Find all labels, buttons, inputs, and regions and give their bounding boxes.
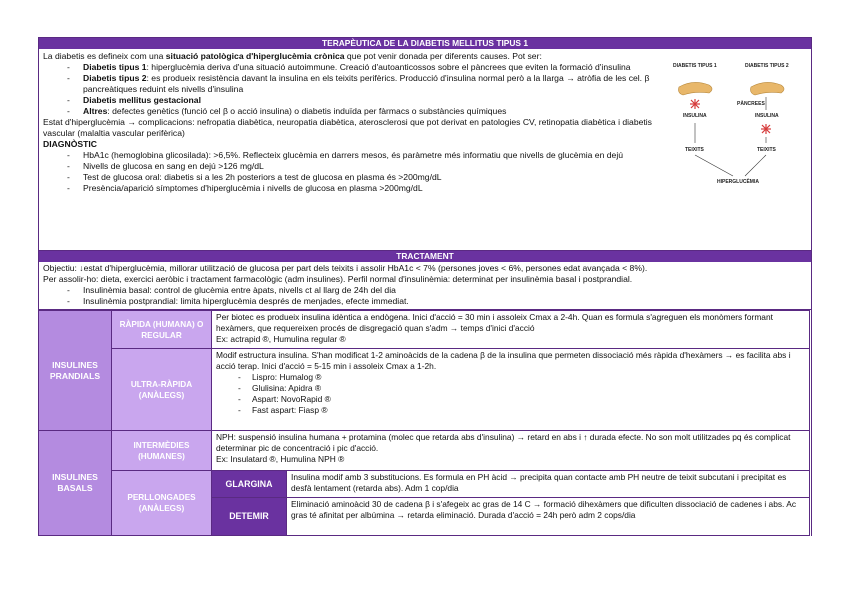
cross-icon bbox=[690, 99, 700, 109]
rapid-label: RÀPIDA (HUMANA) O REGULAR bbox=[112, 311, 212, 349]
prandial-category: INSULINES PRANDIALS bbox=[39, 311, 112, 431]
detemir-label: DETEMIR bbox=[212, 498, 287, 536]
insulin-table bbox=[38, 310, 810, 536]
types-list bbox=[43, 62, 663, 117]
diagnosis-heading: DIAGNÒSTIC bbox=[43, 139, 97, 149]
list-item: - Diabetis tipus 2: es produeix resistència davant la insulina en els teixits perifèrics. Producció d'insulina normal però a la llarga → atròfia de les cel. β pancreàtiques reduint els nivells d'insulina bbox=[83, 73, 663, 95]
intro-section bbox=[39, 49, 811, 251]
treatment-title: TRACTAMENT bbox=[39, 251, 811, 262]
means-text: Per assolir-ho: dieta, exercici aeròbic i tractament farmacològic (adm insulines). Perfil normal d'insulinèmia: determinat per insulinèmia basal i postprandial. bbox=[43, 274, 633, 284]
ultra-rapid-description: Modif estructura insulina. S'han modificat 1-2 aminoàcids de la cadena β de la insulina que permeten dissociació més ràpida d'hexàmers → es facilita abs i acció terap. Inici d'acció = 5-15 min i assoleix Cmax a 1-2h. - Lispro: Humalog ® - Glulisina: Apidra ® - Aspart: NovoRapid ® - Fast aspart: Fiasp ® bbox=[212, 349, 810, 431]
arrow-icon bbox=[745, 155, 766, 176]
arrow-icon bbox=[695, 155, 733, 176]
treatment-section bbox=[39, 262, 811, 310]
detemir-description: Eliminació aminoàcid 30 de cadena β i s'afegeix ac gras de 14 C → formació dihexàmers que dificulten dissociació de cadenes i abs. Ac gras té afinitat per albúmina → retarda eliminació. Durada d'acció = 24h però adm 2 cops/dia bbox=[287, 498, 810, 536]
list-item: - Diabetis tipus 1: hiperglucèmia deriva d'una situació autoimmune. Creació d'autoanticossos sobre el pàncrees que eviten la formació d'insulina bbox=[83, 62, 663, 73]
list-item: - Glulisina: Apidra ® bbox=[252, 383, 805, 394]
list-item: - HbA1c (hemoglobina glicosilada): >6,5%. Reflecteix glucèmia en darrers mesos, és paràmetre més informatiu que nivells de glucèmia en dejú bbox=[83, 150, 807, 161]
list-item: - Insulinèmia postprandial: limita hiperglucèmia després de menjades, efecte immediat. bbox=[83, 296, 807, 307]
prolonged-label: PERLLONGADES (ANÀLEGS) bbox=[112, 471, 212, 536]
rapid-description: Per biotec es produeix insulina idèntica a endògena. Inici d'acció = 30 min i assoleix Cmax a 2-4h. Quan es formula s'agreguen els monòmers formant hexàmers, que requereixen procés de disgregació quan s'adm → temps d'inici d'acció Ex: actrapid ®, Humulina regular ® bbox=[212, 311, 810, 349]
cross-icon bbox=[761, 124, 771, 134]
diagram-tissue-label-1: TEIXITS bbox=[685, 147, 704, 153]
glargine-description: Insulina modif amb 3 substitucions. Es formula en PH àcid → precipita quan contacte amb PH neutre de teixit subcutani i precipitat es desfà lentament (retarda abs). Adm 1 cop/dia bbox=[287, 471, 810, 498]
diagram-type2-label: DIABETIS TIPUS 2 bbox=[745, 63, 789, 69]
list-item: - Lispro: Humalog ® bbox=[252, 372, 805, 383]
diagram-hyperglycemia-label: HIPERGLUCÈMIA bbox=[717, 179, 759, 185]
list-item: - Insulinèmia basal: control de glucèmia entre àpats, nivells ct al llarg de 24h del dia bbox=[83, 285, 807, 296]
list-item: - Altres: defectes genètics (funció cel β o acció insulina) o diabetis induïda per fàrmacs o substàncies químiques bbox=[83, 106, 663, 117]
glargine-label: GLARGINA bbox=[212, 471, 287, 498]
diagram-insulin-label-2: INSULINA bbox=[755, 113, 779, 119]
page-title: TERAPÈUTICA DE LA DIABETIS MELLITUS TIPUS 1 bbox=[39, 38, 811, 49]
diagram-tissue-label-2: TEIXITS bbox=[757, 147, 776, 153]
list-item: - Test de glucosa oral: diabetis si a les 2h posteriors a test de glucosa en plasma és >200mg/dL bbox=[83, 172, 807, 183]
intermediate-description: NPH: suspensió insulina humana + protamina (molec que retarda abs d'insulina) → retard en abs i ↑ durada efecte. No son molt utilitzades pq és complicat determinar pic de concentració i pic d'acció. Ex: Insulatard ®, Humulina NPH ® bbox=[212, 431, 810, 471]
list-item: - Aspart: NovoRapid ® bbox=[252, 394, 805, 405]
diagram-graphic bbox=[673, 63, 807, 189]
diagram-insulin-label-1: INSULINA bbox=[683, 113, 707, 119]
document-frame bbox=[38, 37, 812, 536]
basal-category: INSULINES BASALS bbox=[39, 431, 112, 536]
diagram-type1-label: DIABETIS TIPUS 1 bbox=[673, 63, 717, 69]
list-item: - Nivells de glucosa en sang en dejú >126 mg/dL bbox=[83, 161, 807, 172]
pancreas-1-icon bbox=[679, 82, 713, 95]
list-item: - Fast aspart: Fiasp ® bbox=[252, 405, 805, 416]
objective-text: Objectiu: ↓estat d'hiperglucèmia, millorar utilització de glucosa per part dels teixits i assolir HbA1c < 7% (persones joves < 6%, persones edat avançada < 8%). bbox=[43, 263, 648, 273]
diabetes-diagram bbox=[673, 63, 807, 189]
pancreas-2-icon bbox=[751, 82, 785, 95]
definition-text: La diabetis es defineix com una situació patològica d'hiperglucèmia crònica que pot venir donada per diferents causes. Pot ser: bbox=[43, 51, 542, 61]
ultra-rapid-label: ULTRA-RÀPIDA (ANÀLEGS) bbox=[112, 349, 212, 431]
insulinemia-list bbox=[43, 285, 807, 307]
list-item: - Diabetis mellitus gestacional bbox=[83, 95, 663, 106]
intermediate-label: INTERMÈDIES (HUMANES) bbox=[112, 431, 212, 471]
complications-text: Estat d'hiperglucèmia → complicacions: nefropatia diabètica, neuropatia diabètica, aterosclerosi que pot derivat en patologies CV, retinopatia diabètica i diabetis vascular (malaltia vascular perifèrica) bbox=[43, 117, 652, 138]
diagram-pancreas-label: PÀNCREES bbox=[737, 101, 765, 107]
list-item: - Presència/aparició símptomes d'hiperglucèmia i nivells de glucosa en plasma >200mg/dL bbox=[83, 183, 807, 194]
